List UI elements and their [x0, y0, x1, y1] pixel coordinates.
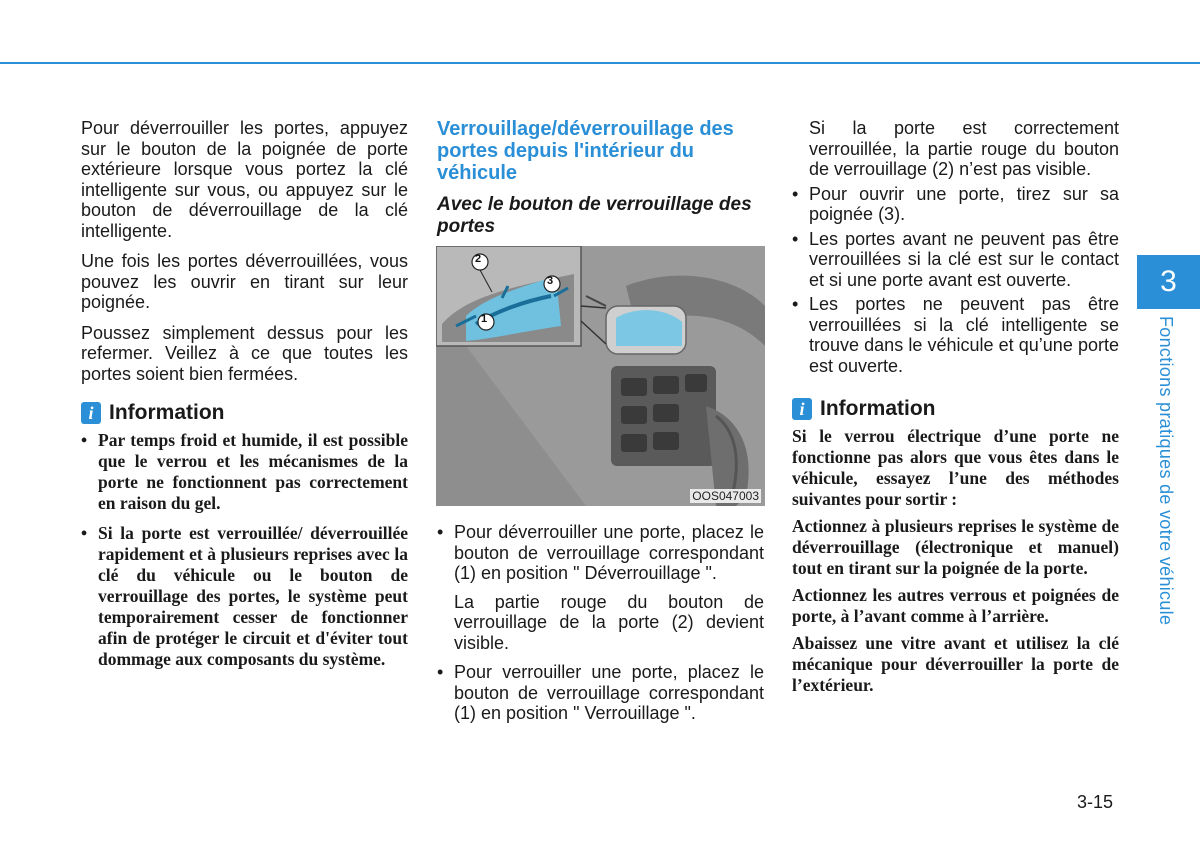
bullet-open-door: • Pour ouvrir une porte, tirez sur sa poignée (3).	[792, 183, 1119, 224]
callout-2-label: 2	[475, 253, 482, 265]
info-bullet-frost: • Par temps froid et humide, il est possible que le verrou et les mécanismes de la porte ne fonctionnent pas correctement en raison du gel.	[81, 430, 408, 513]
info-paragraph-2: Actionnez à plusieurs reprises le système de déverrouillage (électronique et manuel) tout en tirant sur la poignée de la porte.	[792, 516, 1119, 578]
door-panel-drawing	[436, 246, 765, 506]
info-box-left	[81, 402, 408, 670]
bullet-front-doors: • Les portes avant ne peuvent pas être verrouillées si la clé est sur le contact et si une porte avant est ouverte.	[792, 228, 1119, 290]
info-icon: i	[81, 402, 101, 424]
right-bullets	[792, 184, 1119, 377]
info-bullet-rapid-lock: • Si la porte est verrouillée/ déverrouillée rapidement et à plusieurs reprises avec la clé du véhicule ou le bouton de verrouillage des portes, le système peut temporairement cesser de fonctionner afin de protéger le circuit et d'éviter tout dommage aux composants du système.	[81, 523, 408, 669]
info-bullets	[81, 430, 408, 670]
middle-column-body	[437, 522, 764, 733]
paragraph-open: Une fois les portes déverrouillées, vous pouvez les ouvrir en tirant sur leur poignée.	[81, 251, 408, 312]
paragraph-unlock: Pour déverrouiller les portes, appuyez sur le bouton de la poignée de porte extérieure lorsque vous portez la clé intelligente sur vous, ou appuyez sur le bouton de déverrouillage de la clé intelligente.	[81, 118, 408, 241]
bullet-unlock: • Pour déverrouiller une porte, placez le bouton de verrouillage correspondant (1) en position " Déverrouillage ". La partie rouge du bouton de verrouillage de la porte (2) devient visible.	[437, 522, 764, 653]
middle-column-heading	[437, 118, 767, 238]
info-header	[792, 398, 1119, 420]
subsection-title: Avec le bouton de verrouillage des portes	[437, 194, 752, 237]
bullet-lock: • Pour verrouiller une porte, placez le bouton de verrouillage correspondant (1) en position " Verrouillage ".	[437, 662, 764, 723]
bullet-unlock-note: La partie rouge du bouton de verrouillage de la porte (2) devient visible.	[454, 591, 764, 653]
door-lock-illustration	[436, 246, 765, 506]
right-column	[792, 118, 1119, 702]
info-icon: i	[792, 398, 812, 420]
paragraph-close: Poussez simplement dessus pour les refermer. Veillez à ce que toutes les portes soient bien fermées.	[81, 322, 408, 384]
figure-caption: OOS047003	[692, 489, 759, 503]
callout-3-label: 3	[547, 275, 554, 287]
left-column	[81, 118, 408, 679]
info-header	[81, 402, 408, 424]
bullet-smart-key: • Les portes ne peuvent pas être verrouillées si la clé intelligente se trouve dans le véhicule et qu’une porte est ouverte.	[792, 294, 1119, 376]
info-paragraph-3: Actionnez les autres verrous et poignées de porte, à l’avant comme à l’arrière.	[792, 585, 1119, 626]
info-paragraph-1: Si le verrou électrique d’une porte ne fonctionne pas alors que vous êtes dans le véhicule, essayez l’une des méthodes suivantes pour sortir :	[792, 426, 1119, 509]
middle-bullets	[437, 522, 764, 724]
paragraph-locked-check: Si la porte est correctement verrouillée, la partie rouge du bouton de verrouillage (2) n’est pas visible.	[809, 118, 1119, 179]
section-title: Verrouillage/déverrouillage des portes depuis l'intérieur du véhicule	[437, 118, 734, 184]
info-title: Information	[109, 400, 225, 424]
chapter-title: Fonctions pratiques de votre véhicule	[1156, 316, 1176, 626]
chapter-tab: 3	[1137, 255, 1200, 309]
info-paragraph-4: Abaissez une vitre avant et utilisez la clé mécanique pour déverrouiller la porte de l’extérieur.	[792, 633, 1119, 695]
info-title: Information	[820, 396, 936, 420]
header-rule	[0, 62, 1200, 64]
info-paragraphs	[792, 426, 1119, 696]
callout-1-label: 1	[481, 313, 488, 325]
page-number: 3-15	[1077, 792, 1114, 812]
info-box-right	[792, 398, 1119, 696]
